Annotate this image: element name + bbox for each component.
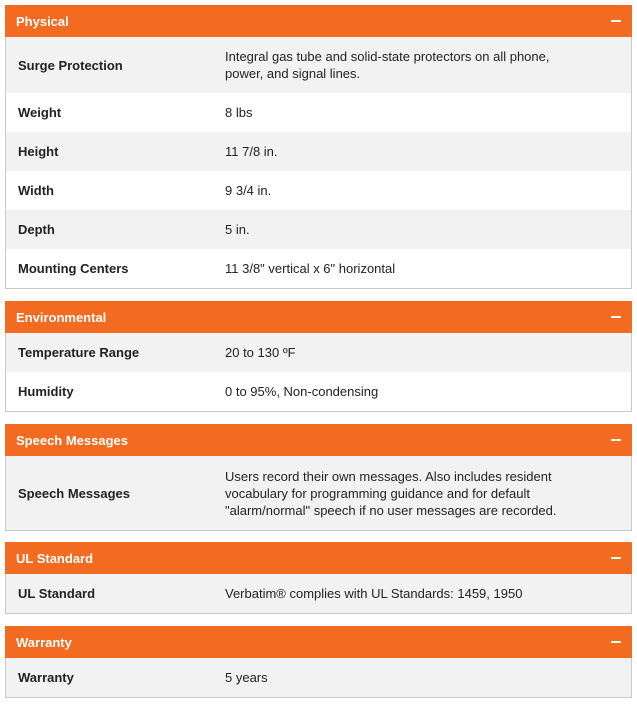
spec-value: 11 7/8 in. [225,144,278,159]
spec-label: Weight [18,105,62,120]
section-title: Speech Messages [16,432,129,448]
spec-value: 11 3/8" vertical x 6" horizontal [225,261,396,276]
section-environmental [5,301,632,412]
spec-value: Integral gas tube and solid-state protectors on all phone, power, and signal lines. [225,49,550,81]
spec-value: Verbatim® complies with UL Standards: 1459, 1950 [225,586,523,601]
section-header-environmental[interactable] [5,301,632,333]
section-title: UL Standard [16,550,94,566]
minus-icon[interactable] [611,16,621,26]
spec-label: Width [18,183,54,198]
spec-value: 5 in. [225,222,250,237]
spec-label: Humidity [18,384,74,399]
spec-row [6,171,631,210]
spec-label: Mounting Centers [18,261,129,276]
spec-row [6,93,631,132]
section-header-physical[interactable] [5,5,632,37]
spec-value: 0 to 95%, Non-condensing [225,384,379,399]
section-title: Physical [16,13,69,29]
spec-value: 8 lbs [225,105,253,120]
spec-value: 9 3/4 in. [225,183,272,198]
spec-row [6,210,631,249]
spec-value: Users record their own messages. Also includes resident vocabulary for programming guidance and for default "alarm/normal" speech if no user messages are recorded. [225,468,557,518]
section-header-ul-standard[interactable] [5,542,632,574]
minus-icon[interactable] [611,312,621,322]
section-warranty [5,626,632,698]
section-physical [5,5,632,289]
spec-row [6,574,631,613]
spec-value: 5 years [225,670,268,685]
spec-label: Speech Messages [18,485,131,501]
minus-icon[interactable] [611,637,621,647]
spec-row [6,37,631,93]
section-title: Environmental [16,309,107,325]
spec-row [6,456,631,530]
spec-label: Depth [18,222,55,237]
spec-row [6,658,631,697]
spec-label: Warranty [18,670,74,685]
spec-label: Temperature Range [18,345,140,360]
minus-icon[interactable] [611,553,621,563]
section-header-warranty[interactable] [5,626,632,658]
section-title: Warranty [16,634,72,650]
spec-value: 20 to 130 ºF [225,345,296,360]
spec-label: UL Standard [18,586,96,601]
spec-label: Surge Protection [18,57,123,73]
section-header-speech-messages[interactable] [5,424,632,456]
spec-label: Height [18,144,59,159]
section-ul-standard [5,542,632,614]
minus-icon[interactable] [611,435,621,445]
spec-row [6,249,631,288]
section-speech-messages [5,424,632,531]
spec-row [6,372,631,411]
spec-row [6,132,631,171]
spec-row [6,333,631,372]
